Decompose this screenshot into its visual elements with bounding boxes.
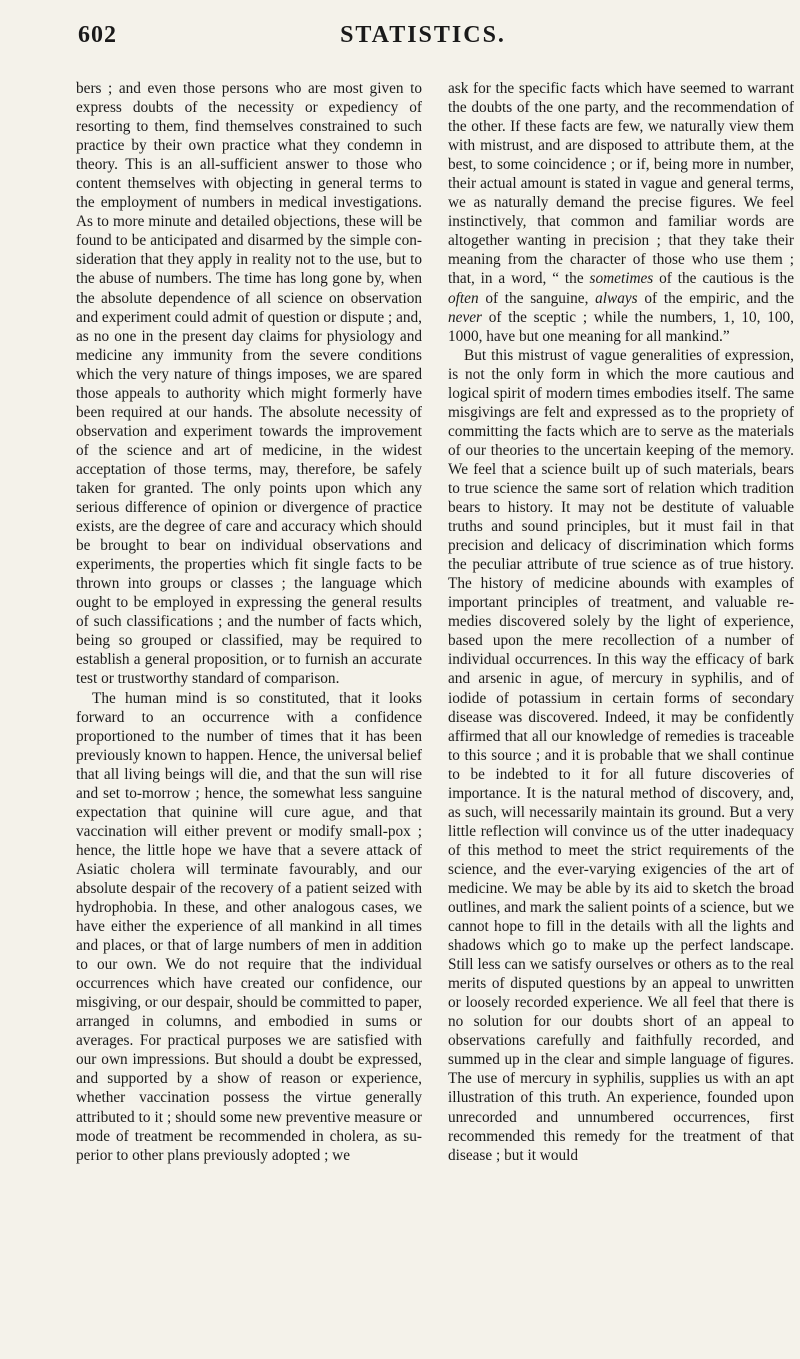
right-paragraph-2: But this mistrust of vague generalities of expression, is not the only form in which the more cautious and logical spirit of modern times embodies itself. The same misgivings are felt and expressed as to the propriety of committing the facts which are to serve as the materials of our theories to the uncertain keeping of the memory. We feel that a science built up of such materials, bears to true science the same sort of relation which tradition bears to history. It may not be destitute of valuable truths and sound principles, but it must fail in that precision and delicacy of discrimination which forms the peculiar attribute of true science as of true history. The history of medicine abounds with examples of important principles of treatment, and valuable remedies discovered solely by the light of experience, based upon the mere recollection of a number of individual occurrences. In this way the efficacy of bark and arsenic in ague, of mercury in syphilis, and of iodide of potassium in certain forms of secondary disease was discovered. Indeed, it may be confidently affirmed that all our knowledge of remedies is traceable to this source ; and it is probable that we shall continue to be indebted to it for all future discoveries of importance. It is the natural method of discovery, and, as such, will necessarily maintain its ground. But a very little reflection will convince us of the utter inadequacy of this method to meet the strict requirements of the science, and the ever-varying exigencies of the art of medicine. We may be able by its aid to sketch the broad outlines, and mark the salient points of a science, but we cannot hope to fill in the details with all the lights and shadows which go to make up the perfect landscape. Still less can we satisfy ourselves or others as to the real merits of disputed questions by an appeal to unwritten or loosely recorded experience. We all feel that there is no solution for our doubts short of an appeal to observations carefully and faithfully recorded, and summed up in the clear and simple language of figures. The use of mercury in syphilis, supplies us with an apt illustration of this truth. An experience, founded upon unrecorded and unnumbered occurrences, first recommended this remedy for the treatment of that disease ; but it would [448,346,794,1164]
emphasis-often: often [448,289,479,307]
text-columns [76,79,794,1344]
right-paragraph-1-text-e: of the sceptic ; while the numbers, 1, 10, 100, 1000, have but one meaning for all mankind.” [448,308,794,345]
page-number: 602 [78,22,117,48]
right-paragraph-1 [448,79,794,346]
left-column [76,79,422,1344]
page-header [78,22,768,62]
running-title: STATISTICS. [340,22,506,48]
emphasis-always: always [595,289,638,307]
right-paragraph-1-text-c: of the sanguine, [485,289,589,307]
right-paragraph-1-text-a: ask for the specific facts which have seemed to warrant the doubts of the one party, and the recommendation of the other. If these facts are few, we naturally view them with mistrust, and are disposed to attribute them, at the best, to some coincidence ; or if, being more in number, their actual amount is stated in vague and general terms, we as naturally demand the precise figures. We feel instinctively, that common and familiar words are altogether wanting in precision ; that they take their meaning from the character of those who use them ; that, in a word, “ the [448,80,794,288]
right-column [448,79,794,1344]
emphasis-sometimes: sometimes [589,270,654,288]
right-paragraph-1-text-d: of the empiric, and the [644,289,795,307]
right-paragraph-1-text-b: of the cautious is the [659,270,794,288]
left-paragraph-2: The human mind is so constituted, that it looks forward to an occurrence with a confidence proportioned to the number of times that it has been previously known to happen. Hence, the universal belief that all living beings will die, and that the sun will rise and set to-morrow ; hence, the somewhat less sanguine expectation that quinine will cure ague, and that vaccination will either prevent or modify small-pox ; hence, the little hope we have that a severe attack of Asiatic cholera will terminate favourably, and our absolute despair of the recovery of a patient seized with hydrophobia. In these, and other analogous cases, we have either the experience of all mankind in all times and places, or that of large numbers of men in addition to our own. We do not require that the individual occurrences which have created our confidence, our misgiving, or our despair, should be committed to paper, arranged in columns, and embodied in sums or averages. For practical purposes we are satisfied with our own impressions. But should a doubt be expressed, and supported by a show of reason or experience, whether vaccination possess the virtue generally attributed to it ; should some new preventive measure or mode of treatment be recommended in cholera, as superior to other plans previously adopted ; we [76,689,422,1164]
emphasis-never: never [448,308,482,326]
left-paragraph-1: bers ; and even those persons who are most given to express doubts of the necessity or expediency of resorting to them, find themselves constrained to such practice by their own practice what they condemn in theory. This is an all-sufficient answer to those who content themselves with objecting in general terms to the employment of numbers in medical investigations. As to more minute and detailed objections, these will be found to be anticipated and disarmed by the simple consideration that they apply in reality not to the use, but to the abuse of numbers. The time has long gone by, when the absolute dependence of all science on observation and experiment could admit of question or dispute ; and, as no one in the present day claims for physiology and medicine any immunity from the severe conditions which the very nature of things imposes, we are spared those appeals to authority which might formerly have been required at our hands. The absolute necessity of observation and experiment towards the improvement of the science and art of medicine, in the widest acceptation of those terms, may, therefore, be safely taken for granted. The only points upon which any serious difference of opinion or divergence of practice exists, are the degree of care and accuracy which should be brought to bear on individual observations and experiments, the properties which fit single facts to be thrown into groups or classes ; the language which ought to be employed in expressing the general results of such classifications ; and the number of facts which, being so grouped or classified, may be required to establish a general proposition, or to furnish an accurate test or trustworthy standard of comparison. [76,80,422,688]
